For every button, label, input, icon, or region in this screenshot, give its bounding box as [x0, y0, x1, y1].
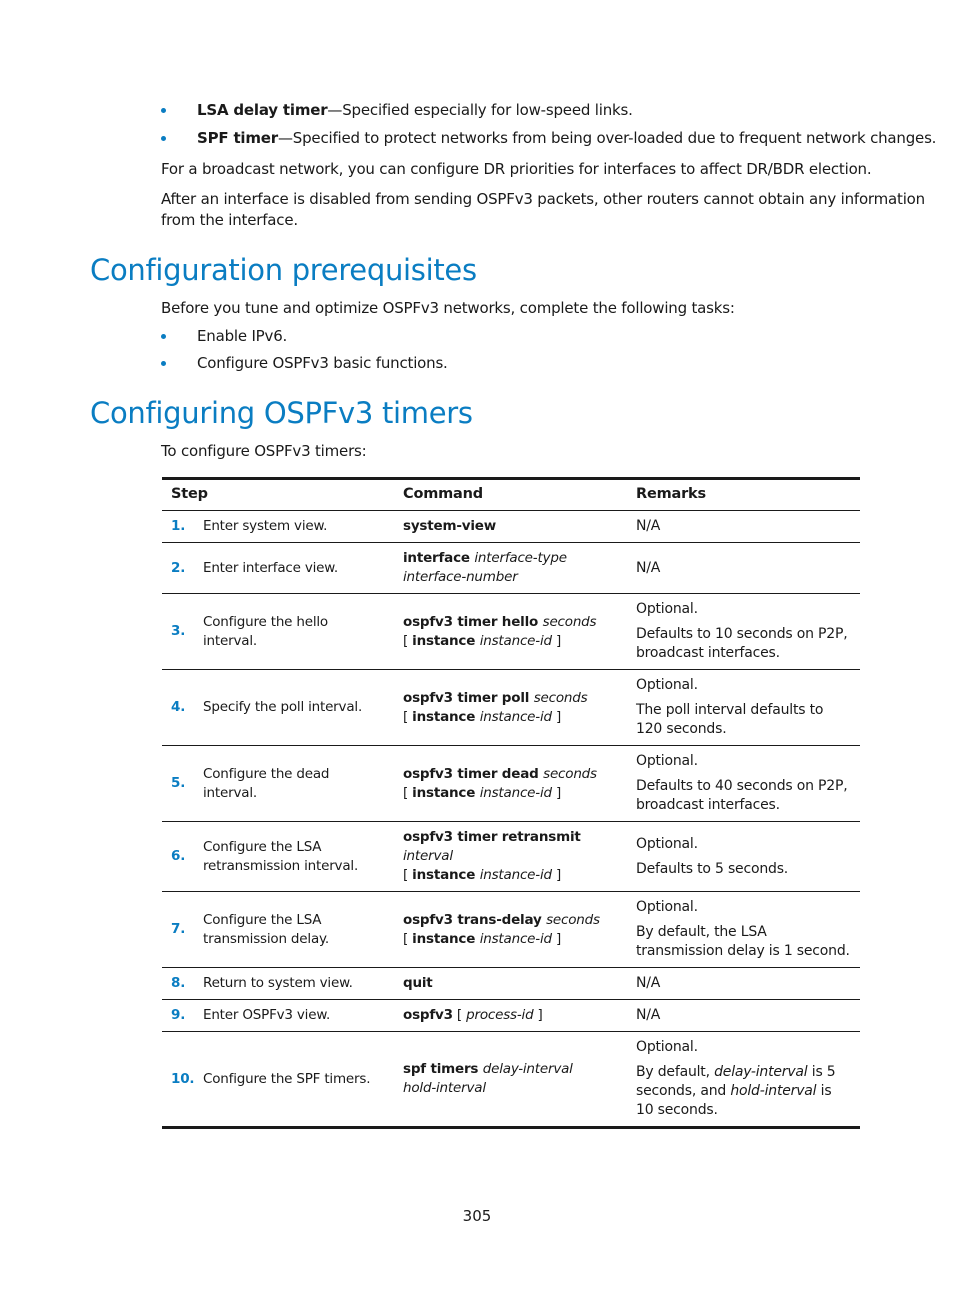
- paragraph-silent-interface-line2: from the interface.: [161, 211, 298, 229]
- step-content: [171, 698, 385, 717]
- bullet-term: SPF timer: [197, 129, 278, 147]
- table-row: [162, 670, 860, 746]
- command-text: [: [403, 632, 413, 649]
- remark-line: Optional.: [636, 1039, 698, 1055]
- step-cell: [162, 968, 394, 1000]
- remark-line: Defaults to 5 seconds.: [636, 860, 789, 877]
- bullet-icon: [161, 108, 166, 113]
- step-cell: [162, 511, 394, 543]
- table-row: [162, 511, 860, 543]
- remarks-cell: [627, 822, 860, 892]
- step-number: 4.: [171, 699, 186, 715]
- bullet-lsa-delay-text: [197, 100, 633, 121]
- step-number: 8.: [171, 975, 186, 991]
- command-argument: delay-interval: [482, 1061, 573, 1077]
- command-keyword: quit: [403, 975, 433, 991]
- command-argument: instance-id: [479, 708, 552, 725]
- page-number: 305: [462, 1207, 492, 1225]
- command-text: ]: [533, 1007, 543, 1023]
- command-argument: process-id: [466, 1007, 534, 1023]
- command-keyword: instance: [412, 930, 480, 947]
- step-number: 10.: [171, 1070, 195, 1087]
- remark-line: N/A: [636, 559, 661, 576]
- step-description: Configure the SPF timers.: [203, 1070, 371, 1087]
- command-cell: [394, 670, 627, 746]
- command-text: [: [452, 1007, 467, 1023]
- command-keyword: instance: [412, 708, 480, 725]
- command-text: By default,: [636, 1064, 715, 1080]
- header-command: Command: [403, 486, 483, 502]
- command-keyword: ospfv3 timer poll: [403, 689, 534, 706]
- remark-line: N/A: [636, 975, 661, 991]
- command-keyword: instance: [412, 784, 480, 801]
- table-header-row: [162, 479, 860, 511]
- command-text: ]: [551, 784, 562, 801]
- remarks-cell: [627, 892, 860, 968]
- step-description: Configure the LSA transmission delay.: [203, 911, 329, 947]
- command-cell: [394, 1032, 627, 1128]
- command-cell: [394, 1000, 627, 1032]
- remark-line: Optional.: [636, 601, 698, 617]
- timers-intro: To configure OSPFv3 timers:: [161, 442, 367, 460]
- ospfv3-timers-table: [162, 477, 860, 1129]
- step-cell: [162, 892, 394, 968]
- step-number: 7.: [171, 921, 186, 937]
- table-row: [162, 594, 860, 670]
- command-keyword: system-view: [403, 518, 497, 534]
- command-cell: [394, 746, 627, 822]
- table-row: [162, 543, 860, 594]
- table-row: [162, 968, 860, 1000]
- command-argument: hold-interval: [403, 1080, 486, 1096]
- heading-configuration-prerequisites: Configuration prerequisites: [90, 253, 477, 287]
- remark-line: Optional.: [636, 835, 698, 852]
- step-content: [171, 613, 385, 651]
- bullet-spf-timer-text: [197, 128, 936, 149]
- command-argument: seconds: [543, 765, 597, 782]
- step-number: 3.: [171, 623, 186, 639]
- command-text: ]: [551, 930, 562, 947]
- step-number: 9.: [171, 1007, 186, 1023]
- bullet-desc: —Specified especially for low-speed links.: [327, 101, 633, 119]
- command-text: is 10 seconds.: [636, 1083, 832, 1118]
- step-content: [171, 765, 385, 803]
- step-description: Enter interface view.: [203, 559, 338, 576]
- command-argument: interval: [403, 848, 453, 864]
- prereq-intro: Before you tune and optimize OSPFv3 networks, complete the following tasks:: [161, 299, 735, 317]
- command-argument: interface-type: [474, 550, 567, 566]
- command-text: [: [403, 784, 413, 801]
- command-argument: instance-id: [479, 632, 552, 649]
- step-cell: [162, 594, 394, 670]
- command-keyword: ospfv3: [403, 1007, 453, 1023]
- prereq-task-text: Enable IPv6.: [197, 327, 288, 345]
- step-content: [171, 517, 385, 536]
- step-cell: [162, 670, 394, 746]
- command-cell: [394, 822, 627, 892]
- command-argument: seconds: [542, 613, 597, 630]
- heading-configuring-ospfv3-timers: Configuring OSPFv3 timers: [90, 396, 473, 430]
- remark-line: N/A: [636, 518, 661, 534]
- remark-line: Optional.: [636, 899, 698, 915]
- table-row: [162, 822, 860, 892]
- bullet-icon: [161, 334, 166, 339]
- step-description: Configure the hello interval.: [203, 613, 328, 649]
- command-argument: seconds: [533, 689, 588, 706]
- remarks-cell: [627, 543, 860, 594]
- command-argument: interface-number: [403, 569, 518, 585]
- step-content: [171, 974, 385, 993]
- remarks-cell: [627, 1032, 860, 1128]
- remark-line: Defaults to 10 seconds on P2P, broadcast interfaces.: [636, 626, 848, 661]
- table-row: [162, 892, 860, 968]
- command-keyword: ospfv3 timer dead: [403, 765, 544, 782]
- command-argument: hold-interval: [730, 1083, 817, 1099]
- command-keyword: ospfv3 timer hello: [403, 613, 543, 630]
- command-keyword: ospfv3 trans-delay: [403, 911, 547, 928]
- remarks-cell: [627, 746, 860, 822]
- remark-line: N/A: [636, 1007, 661, 1023]
- step-description: Enter system view.: [203, 518, 328, 534]
- bullet-icon: [161, 136, 166, 141]
- command-text: [: [403, 867, 413, 883]
- command-keyword: instance: [412, 632, 480, 649]
- step-description: Specify the poll interval.: [203, 699, 363, 715]
- paragraph-silent-interface-line1: After an interface is disabled from sending OSPFv3 packets, other routers cannot obtain any information: [161, 190, 925, 208]
- remarks-cell: [627, 670, 860, 746]
- table-row: [162, 1032, 860, 1128]
- remark-line: Optional.: [636, 753, 698, 769]
- remarks-cell: [627, 968, 860, 1000]
- remark-line: By default, the LSA transmission delay is 1 second.: [636, 924, 850, 959]
- command-text: ]: [551, 632, 562, 649]
- remark-line: Defaults to 40 seconds on P2P, broadcast interfaces.: [636, 778, 848, 813]
- prereq-task-text: Configure OSPFv3 basic functions.: [197, 354, 448, 372]
- header-remarks: Remarks: [636, 486, 706, 502]
- command-cell: [394, 968, 627, 1000]
- remarks-cell: [627, 511, 860, 543]
- command-cell: [394, 511, 627, 543]
- step-content: [171, 1006, 385, 1025]
- command-cell: [394, 543, 627, 594]
- command-keyword: spf timers: [403, 1061, 483, 1077]
- command-text: [: [403, 708, 413, 725]
- command-argument: instance-id: [479, 784, 552, 801]
- command-argument: seconds: [546, 911, 600, 928]
- bullet-desc: —Specified to protect networks from being over-loaded due to frequent network changes.: [277, 129, 937, 147]
- step-content: [171, 1070, 385, 1089]
- command-text: ]: [551, 867, 562, 883]
- step-cell: [162, 543, 394, 594]
- step-cell: [162, 1000, 394, 1032]
- remark-line: Optional.: [636, 677, 698, 693]
- command-cell: [394, 892, 627, 968]
- table-body: [162, 511, 860, 1128]
- command-keyword: ospfv3 timer retransmit: [403, 829, 581, 845]
- table-row: [162, 1000, 860, 1032]
- paragraph-dr-priority: For a broadcast network, you can configure DR priorities for interfaces to affect DR/BDR election.: [161, 160, 872, 178]
- step-description: Configure the dead interval.: [203, 765, 330, 801]
- step-description: Configure the LSA retransmission interval.: [203, 838, 359, 874]
- bullet-icon: [161, 361, 166, 366]
- command-text: ]: [551, 708, 562, 725]
- remark-line: [636, 1063, 851, 1120]
- table-row: [162, 746, 860, 822]
- step-description: Enter OSPFv3 view.: [203, 1007, 331, 1023]
- step-number: 2.: [171, 559, 186, 576]
- header-step: Step: [171, 486, 208, 502]
- command-text: is 5 seconds, and: [636, 1064, 836, 1099]
- remark-line: The poll interval defaults to 120 seconds.: [636, 702, 824, 737]
- command-keyword: instance: [412, 867, 480, 883]
- step-number: 1.: [171, 518, 186, 534]
- step-number: 6.: [171, 848, 186, 864]
- bullet-term: LSA delay timer: [197, 101, 328, 119]
- remarks-cell: [627, 1000, 860, 1032]
- remarks-cell: [627, 594, 860, 670]
- step-cell: [162, 822, 394, 892]
- step-cell: [162, 1032, 394, 1128]
- step-content: [171, 838, 385, 876]
- step-cell: [162, 746, 394, 822]
- step-content: [171, 559, 385, 578]
- step-content: [171, 911, 385, 949]
- step-description: Return to system view.: [203, 975, 353, 991]
- command-keyword: interface: [403, 550, 475, 566]
- command-argument: delay-interval: [714, 1064, 808, 1080]
- step-number: 5.: [171, 775, 186, 791]
- command-text: [: [403, 930, 413, 947]
- command-argument: instance-id: [479, 930, 552, 947]
- command-cell: [394, 594, 627, 670]
- command-argument: instance-id: [479, 867, 552, 883]
